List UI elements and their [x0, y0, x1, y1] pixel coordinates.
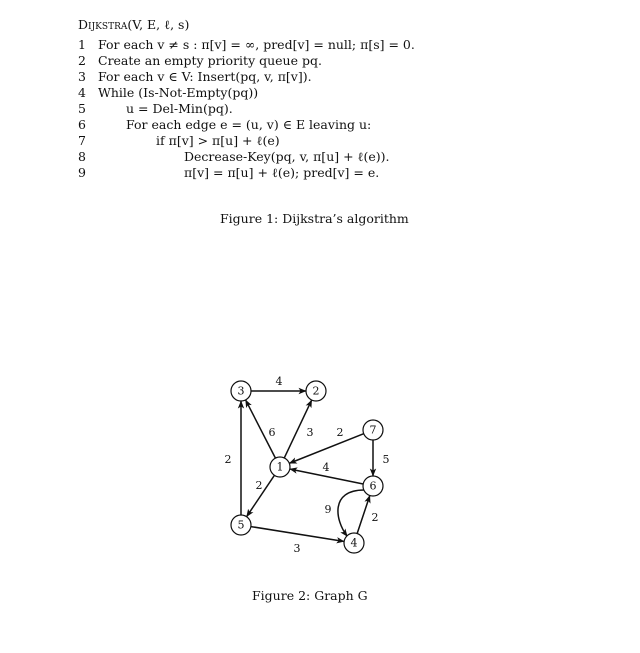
graph-node-5	[231, 515, 251, 535]
edge-weight-label: 3	[293, 542, 301, 555]
graph-edge-4-6	[357, 496, 370, 534]
line-text: if π[v] > π[u] + ℓ(e)	[156, 133, 280, 148]
graph-node-4	[344, 533, 364, 553]
line-text: u = Del-Min(pq).	[126, 101, 233, 116]
figure-1-caption: Figure 1: Dijkstra’s algorithm	[220, 211, 409, 226]
node-label: 5	[237, 518, 245, 532]
line-number: 1	[78, 37, 86, 52]
algorithm-name: Dijkstra	[78, 17, 128, 32]
line-number: 2	[78, 53, 86, 68]
graph-edges	[241, 391, 373, 541]
edge-weight-label: 9	[324, 503, 332, 516]
graph-node-7	[363, 420, 383, 440]
node-label: 1	[276, 460, 284, 474]
figure-2-caption: Figure 2: Graph G	[252, 588, 368, 603]
line-number: 6	[78, 117, 86, 132]
line-text: While (Is-Not-Empty(pq))	[98, 85, 259, 100]
graph-node-3	[231, 381, 251, 401]
line-text: π[v] = π[u] + ℓ(e); pred[v] = e.	[184, 165, 380, 180]
line-number: 4	[78, 85, 86, 100]
line-number: 8	[78, 149, 86, 164]
edge-weight-label: 2	[255, 479, 263, 492]
node-label: 6	[369, 479, 377, 493]
line-number: 5	[78, 101, 86, 116]
graph-edge-7-1	[290, 434, 364, 463]
edge-weight-label: 2	[371, 511, 379, 524]
line-text: For each v ∈ V: Insert(pq, v, π[v]).	[98, 69, 312, 84]
node-label: 7	[369, 423, 377, 437]
edge-weight-label: 4	[275, 375, 283, 388]
line-number: 7	[78, 133, 86, 148]
line-text: For each v ≠ s : π[v] = ∞, pred[v] = null; π[s] = 0.	[98, 37, 415, 52]
node-label: 2	[312, 384, 320, 398]
graph-node-1	[270, 457, 290, 477]
node-label: 4	[350, 536, 358, 550]
line-number: 9	[78, 165, 86, 180]
edge-weight-label: 6	[268, 426, 276, 439]
graph-node-2	[306, 381, 326, 401]
line-text: Decrease-Key(pq, v, π[u] + ℓ(e)).	[184, 149, 390, 164]
edge-weight-label: 5	[382, 453, 390, 466]
algorithm-args: (V, E, ℓ, s)	[127, 17, 190, 32]
edge-weight-label: 2	[224, 453, 232, 466]
graph-edge-6-4	[338, 490, 364, 536]
graph-node-6	[363, 476, 383, 496]
graph-edge-5-4	[251, 527, 344, 542]
edge-weight-label: 3	[306, 426, 314, 439]
line-number: 3	[78, 69, 86, 84]
line-text: Create an empty priority queue pq.	[98, 53, 322, 68]
edge-weight-label: 2	[336, 426, 344, 439]
edge-weight-label: 4	[322, 461, 330, 474]
node-label: 3	[237, 384, 245, 398]
line-text: For each edge e = (u, v) ∈ E leaving u:	[126, 117, 372, 132]
